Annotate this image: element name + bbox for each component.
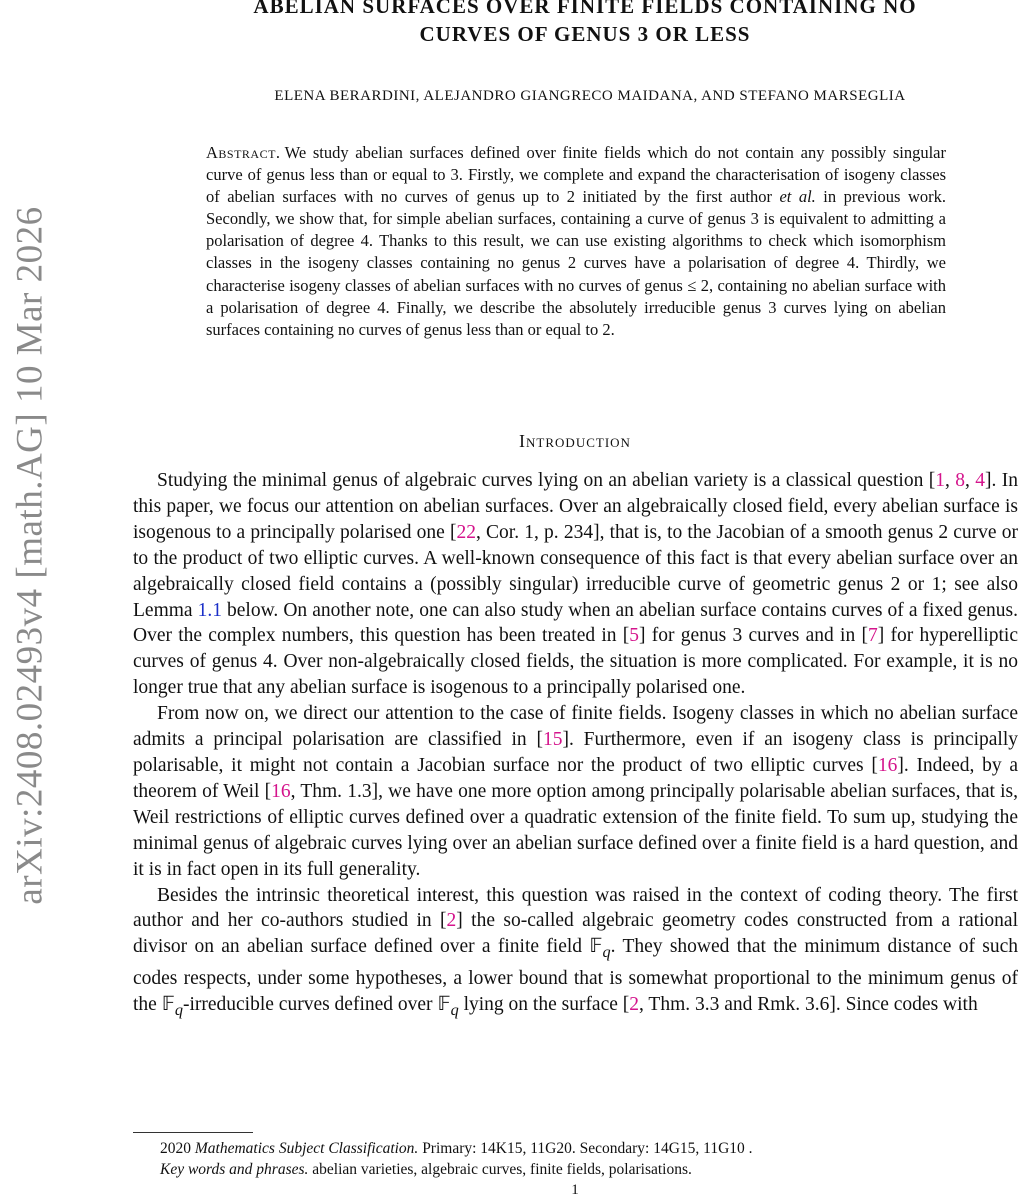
footnote-divider [133, 1132, 253, 1133]
text: , Cor. 1, p. 234], that is, to the Jacobian of a smooth genus 2 curve or to the product of two elliptic curves. A well-known consequence of this fact is that every abelian surface over an algebraically closed field contains a (possibly singular) irreducible curve of geometric genus 2 or 1; see also Lemma [133, 521, 1018, 621]
arxiv-identifier-stamp [0, 170, 60, 940]
text: ]. Furthermore, even if an isogeny class is principally polarisable, it might not contain a Jacobian surface nor the product of two elliptic curves [ [133, 729, 1018, 776]
abstract-text-1: We study abelian surfaces defined over finite fields which do not contain any possibly singular curve of genus less than or equal to 3. Firstly, we complete and expand the characterisation of isogeny classes of abelian surfaces with no curves of genus up to 2 initiated by the first author [206, 143, 946, 207]
paragraph-3 [133, 883, 1018, 1024]
citation-link[interactable]: 1 [935, 470, 945, 491]
paragraph-1 [133, 468, 1018, 701]
msc-label: Mathematics Subject Classification. [194, 1140, 419, 1157]
text: ] for hyperelliptic curves of genus 4. Over non-algebraically closed fields, the situation is more complicated. For example, it is no longer true that any abelian surface is isogenous to a principally polarised one. [133, 625, 1019, 699]
footnotes [160, 1138, 1010, 1180]
keywords-text: abelian varieties, algebraic curves, finite fields, polarisations. [308, 1161, 692, 1178]
citation-link[interactable]: 16 [877, 754, 898, 776]
keywords-footnote [160, 1159, 1010, 1180]
citation-link[interactable]: 16 [271, 780, 291, 802]
keywords-label: Key words and phrases. [160, 1161, 309, 1178]
abstract-label: Abstract. [206, 143, 281, 162]
arxiv-id-text: arXiv:2408.02493v4 [math.AG] 10 Mar 2026 [9, 205, 51, 905]
text: , [964, 470, 976, 491]
text: , Thm. 3.3 and Rmk. 3.6]. Since codes with [639, 994, 978, 1016]
paragraph-2 [133, 701, 1018, 882]
abstract [206, 142, 946, 341]
citation-link[interactable]: 2 [446, 910, 457, 932]
field-subscript: q [602, 943, 611, 962]
text: ] for genus 3 curves and in [ [639, 625, 868, 647]
text: ] the so-called algebraic geometry codes constructed from a rational divisor on an abelian surface defined over a finite field [133, 910, 1019, 958]
paper-title [150, 0, 1019, 48]
abstract-etal: et al. [779, 187, 816, 207]
msc-footnote [160, 1138, 1010, 1159]
introduction-body [133, 468, 1018, 1024]
text: Besides the intrinsic theoretical interest, this question was raised in the context of coding theory. The first author and her co-authors studied in [ [133, 884, 1018, 932]
text: . They showed that the minimum distance of such codes respects, under some hypotheses, a lower bound that is somewhat proportional to the minimum genus of the [133, 936, 1018, 1016]
text: , Thm. 1.3], we have one more option among principally polarisable abelian surfaces, that is, Weil restrictions of elliptic curves defined over a quadratic extension of the finite field. To sum up, studying the minimal genus of algebraic curves lying over an abelian surface defined over a finite field is a hard question, and it is in fact open in its full generality. [133, 780, 1019, 880]
title-line-1: ABELIAN SURFACES OVER FINITE FIELDS CONTAINING NO [253, 0, 917, 18]
finite-field-symbol: 𝔽 [437, 994, 451, 1016]
lemma-link[interactable]: 1.1 [197, 599, 222, 621]
page-number: 1 [571, 1182, 579, 1198]
text: ]. In this paper, we focus our attention on abelian surfaces. Over an algebraically closed field, every abelian surface is isogenous to a principally polarised one [ [133, 470, 1018, 543]
section-heading-introduction: Introduction [519, 431, 631, 451]
citation-link[interactable]: 2 [629, 994, 640, 1016]
field-subscript: q [450, 1000, 459, 1019]
field-subscript: q [174, 1000, 183, 1019]
citation-link[interactable]: 4 [975, 470, 985, 491]
finite-field-symbol: 𝔽 [589, 936, 603, 958]
citation-link[interactable]: 7 [867, 625, 878, 647]
author-list: ELENA BERARDINI, ALEJANDRO GIANGRECO MAIDANA, AND STEFANO MARSEGLIA [274, 88, 906, 104]
text: Studying the minimal genus of algebraic curves lying on an abelian variety is a classical question [ [157, 470, 936, 491]
title-line-2: CURVES OF GENUS 3 OR LESS [419, 22, 751, 46]
citation-link[interactable]: 5 [629, 625, 640, 647]
finite-field-symbol: 𝔽 [161, 994, 175, 1016]
citation-link[interactable]: 8 [955, 470, 965, 491]
citation-link[interactable]: 15 [542, 729, 563, 751]
text: From now on, we direct our attention to the case of finite fields. Isogeny classes in which no abelian surface admits a principal polarisation are classified in [ [133, 703, 1018, 751]
msc-year: 2020 [160, 1140, 195, 1157]
text: ]. Indeed, by a theorem of Weil [ [133, 754, 1019, 802]
msc-text: Primary: 14K15, 11G20. Secondary: 14G15, 11G10 . [418, 1140, 753, 1157]
text: lying on the surface [ [458, 994, 630, 1016]
text: -irreducible curves defined over [182, 994, 438, 1016]
text: below. On another note, one can also study when an abelian surface contains curves of a fixed genus. Over the complex numbers, this question has been treated in [ [133, 599, 1019, 647]
text: , [944, 470, 956, 491]
abstract-text-2: in previous work. Secondly, we show that, for simple abelian surfaces, containing a curve of genus 3 is equivalent to admitting a polarisation of degree 4. Thanks to this result, we can use existing algorithms to check which isomorphism classes in the isogeny classes containing no genus 2 curves have a polarisation of degree 4. Thirdly, we characterise isogeny classes of abelian surfaces with no curves of genus ≤ 2, containing no abelian surface with a polarisation of degree 4. Finally, we describe the absolutely irreducible genus 3 curves lying on abelian surfaces containing no curves of genus less than or equal to 2. [206, 187, 946, 339]
citation-link[interactable]: 22 [456, 521, 476, 543]
